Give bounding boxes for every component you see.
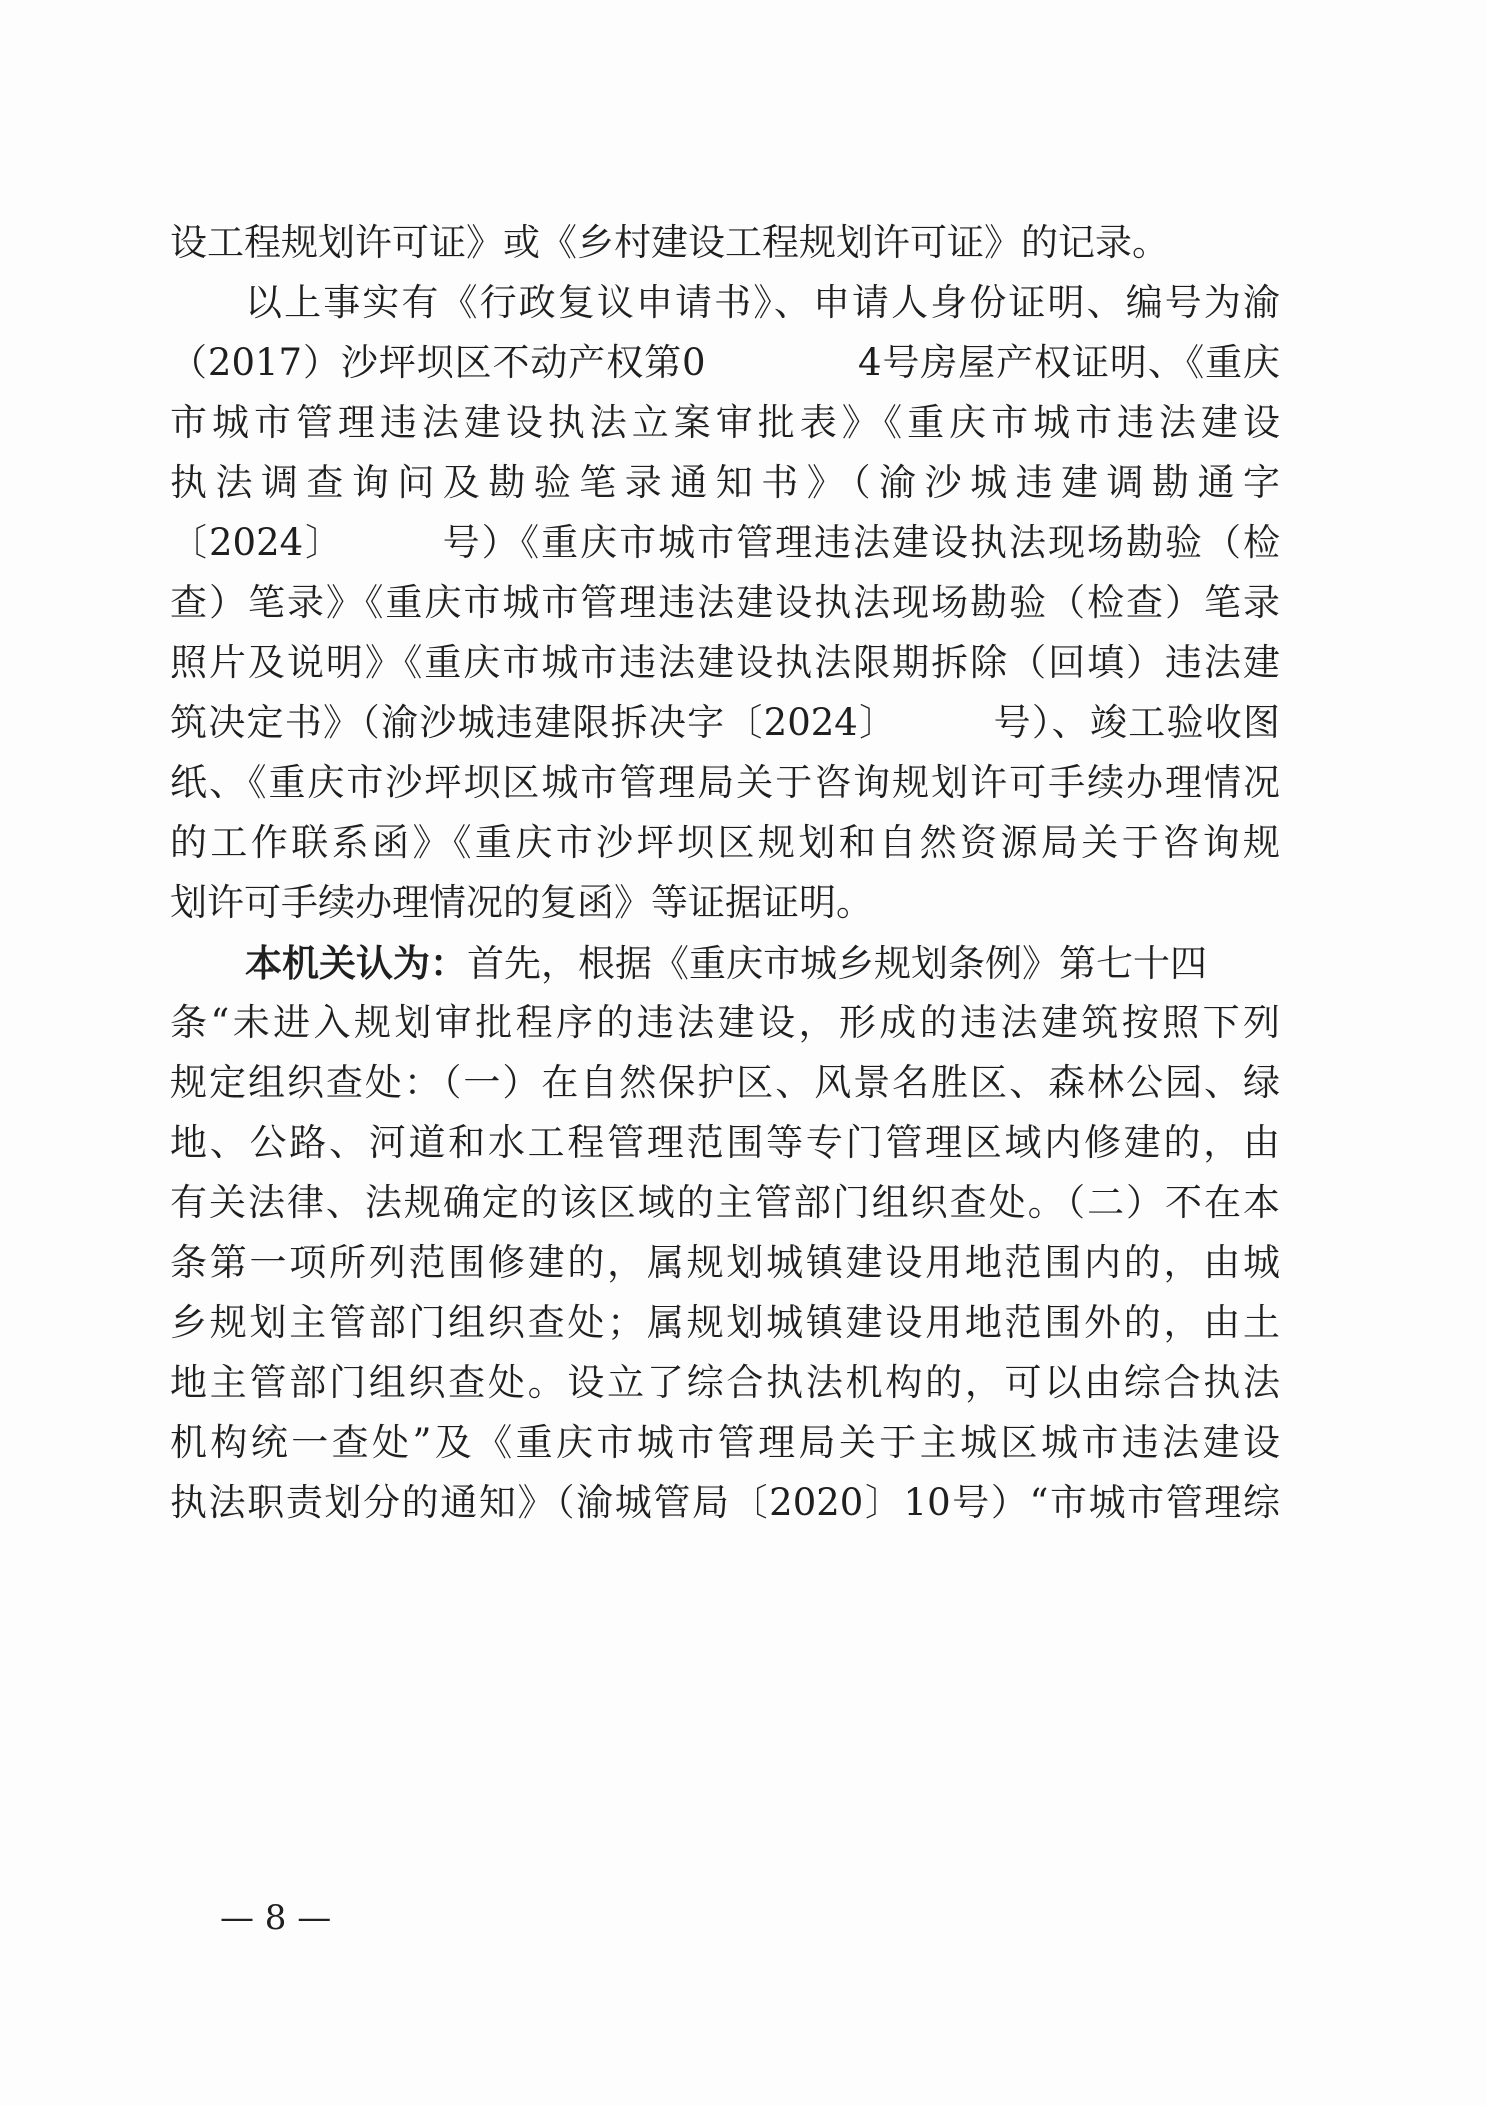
text-line-20 bbox=[170, 1353, 1280, 1413]
text-line-2 bbox=[245, 273, 1280, 333]
line-text: 有关法律、法规确定的该区域的主管部门组织查处。（二）不在本 bbox=[170, 1181, 1280, 1224]
line-text: 地主管部门组织查处。设立了综合执法机构的，可以由综合执法 bbox=[170, 1361, 1280, 1404]
line-text: 〔2024〕 号）《重庆市城市管理违法建设执法现场勘验（检 bbox=[170, 521, 1280, 564]
line-text: 首先，根据《重庆市城乡规划条例》第七十四 bbox=[467, 942, 1207, 985]
line-text: 执法调查询问及勘验笔录通知书》（渝沙城违建调勘通字 bbox=[170, 461, 1280, 504]
line-text: 条“未进入规划审批程序的违法建设，形成的违法建筑按照下列 bbox=[170, 1001, 1280, 1044]
text-line-12 bbox=[170, 873, 1280, 933]
text-line-8 bbox=[170, 633, 1280, 693]
line-text: 筑决定书》（渝沙城违建限拆决字〔2024〕 号）、竣工验收图 bbox=[170, 701, 1280, 744]
text-line-10 bbox=[170, 753, 1280, 813]
line-text: 纸、《重庆市沙坪坝区城市管理局关于咨询规划许可手续办理情况 bbox=[170, 761, 1280, 804]
line-text: 以上事实有《行政复议申请书》、申请人身份证明、编号为渝 bbox=[245, 281, 1280, 324]
bold-lead-text: 本机关认为： bbox=[245, 941, 467, 985]
line-text: 执法职责划分的通知》（渝城管局〔2020〕10号）“市城市管理综 bbox=[170, 1481, 1280, 1524]
line-text: （2017）沙坪坝区不动产权第0 4号房屋产权证明、《重庆 bbox=[170, 341, 1280, 384]
line-text: 划许可手续办理情况的复函》等证据证明。 bbox=[170, 881, 873, 924]
text-line-14 bbox=[170, 993, 1280, 1053]
line-text: 地、公路、河道和水工程管理范围等专门管理区域内修建的，由 bbox=[170, 1121, 1280, 1164]
text-line-22 bbox=[170, 1473, 1280, 1533]
text-line-4 bbox=[170, 393, 1280, 453]
text-line-11 bbox=[170, 813, 1280, 873]
text-line-7 bbox=[170, 573, 1280, 633]
text-line-17 bbox=[170, 1173, 1280, 1233]
text-line-16 bbox=[170, 1113, 1280, 1173]
line-text: 照片及说明》《重庆市城市违法建设执法限期拆除（回填）违法建 bbox=[170, 641, 1280, 684]
text-line-3 bbox=[170, 333, 1280, 393]
line-text: 查）笔录》《重庆市城市管理违法建设执法现场勘验（检查）笔录 bbox=[170, 581, 1280, 624]
text-line-21 bbox=[170, 1413, 1280, 1473]
line-text: 设工程规划许可证》或《乡村建设工程规划许可证》的记录。 bbox=[170, 221, 1169, 264]
page-number: — 8 — bbox=[220, 1898, 332, 1938]
text-line-19 bbox=[170, 1293, 1280, 1353]
text-line-5 bbox=[170, 453, 1280, 513]
line-text: 乡规划主管部门组织查处；属规划城镇建设用地范围外的，由土 bbox=[170, 1301, 1280, 1344]
line-text: 机构统一查处”及《重庆市城市管理局关于主城区城市违法建设 bbox=[170, 1421, 1280, 1464]
text-line-6 bbox=[170, 513, 1280, 573]
text-line-1 bbox=[170, 213, 1280, 273]
line-text: 市城市管理违法建设执法立案审批表》《重庆市城市违法建设 bbox=[170, 401, 1280, 444]
text-line-18 bbox=[170, 1233, 1280, 1293]
line-text: 的工作联系函》《重庆市沙坪坝区规划和自然资源局关于咨询规 bbox=[170, 821, 1280, 864]
text-line-13 bbox=[245, 933, 1280, 993]
text-line-15 bbox=[170, 1053, 1280, 1113]
line-text: 条第一项所列范围修建的，属规划城镇建设用地范围内的，由城 bbox=[170, 1241, 1280, 1284]
line-text: 规定组织查处：（一）在自然保护区、风景名胜区、森林公园、绿 bbox=[170, 1061, 1280, 1104]
text-line-9 bbox=[170, 693, 1280, 753]
